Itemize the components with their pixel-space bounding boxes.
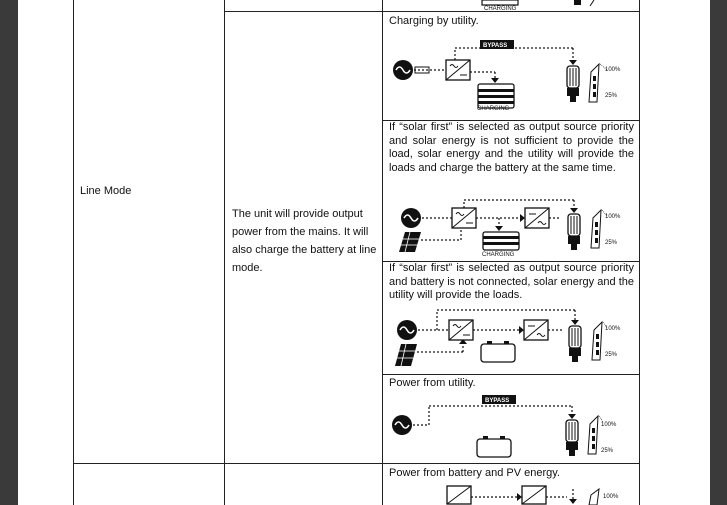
scenario-1-title: Charging by utility. [389, 15, 479, 27]
bypass-tag [480, 40, 514, 49]
diagram-battery-pv-partial [389, 483, 639, 505]
load-bulb-icon [566, 420, 578, 456]
battery-icon [478, 84, 514, 108]
battery-disconnected-icon [477, 439, 511, 457]
level-100-label: 100% [605, 67, 621, 73]
svg-text:BYPASS: BYPASS [485, 398, 510, 404]
level-100-label: 100% [603, 494, 619, 500]
level-25-label: 25% [605, 93, 618, 99]
bypass-tag [482, 395, 516, 404]
solar-panel-icon [395, 344, 417, 366]
level-25-label: 25% [601, 448, 614, 454]
charging-label: CHARGING [482, 252, 515, 258]
previous-diagram-remnant [470, 0, 610, 12]
load-bulb-icon [567, 66, 579, 102]
battery-remnant [482, 0, 518, 5]
load-level-gauge [589, 489, 599, 505]
diagram-power-from-utility [389, 394, 639, 462]
diagram-solar-utility-charging [389, 194, 639, 258]
bulb-remnant [574, 0, 581, 5]
load-bulb-icon [569, 326, 581, 362]
battery-icon [483, 232, 519, 250]
table-border-col3 [382, 0, 383, 505]
load-bulb-icon [568, 214, 580, 250]
scenario-3-title: If “solar first” is selected as output source priority and battery is not connected, solar energy and the utility will provide the loads. [389, 262, 634, 302]
level-100-label: 100% [601, 422, 617, 428]
table-border-right [639, 0, 640, 505]
level-25-label: 25% [605, 240, 618, 246]
level-100-label: 100% [605, 214, 621, 220]
level-25-label: 25% [605, 352, 618, 358]
mode-description: The unit will provide output power from the mains. It will also charge the battery at line mode. [232, 208, 377, 274]
diagram-solar-utility-no-battery [389, 306, 639, 370]
level-remnant [590, 0, 594, 6]
battery-disconnected-icon [481, 344, 515, 362]
scenario-2-title: If “solar first” is selected as output source priority and solar energy is not sufficient to provide the load, solar energy and the utility will provide the loads and charge the battery at the same time. [389, 121, 634, 174]
mode-label: Line Mode [80, 185, 132, 197]
diagram-charging-by-utility [389, 36, 639, 114]
level-100-label: 100% [605, 326, 621, 332]
table-border-left [73, 0, 74, 505]
table-border-col2 [224, 0, 225, 505]
table-row-divider [73, 463, 640, 464]
scenario-divider-3 [382, 374, 640, 375]
svg-text:BYPASS: BYPASS [483, 43, 508, 49]
charging-label-remnant: CHARGING [484, 6, 517, 12]
scenario-4-title: Power from utility. [389, 377, 476, 389]
scenario-5-title: Power from battery and PV energy. [389, 467, 560, 479]
charging-label: CHARGING [477, 106, 510, 112]
solar-panel-icon [399, 232, 421, 252]
